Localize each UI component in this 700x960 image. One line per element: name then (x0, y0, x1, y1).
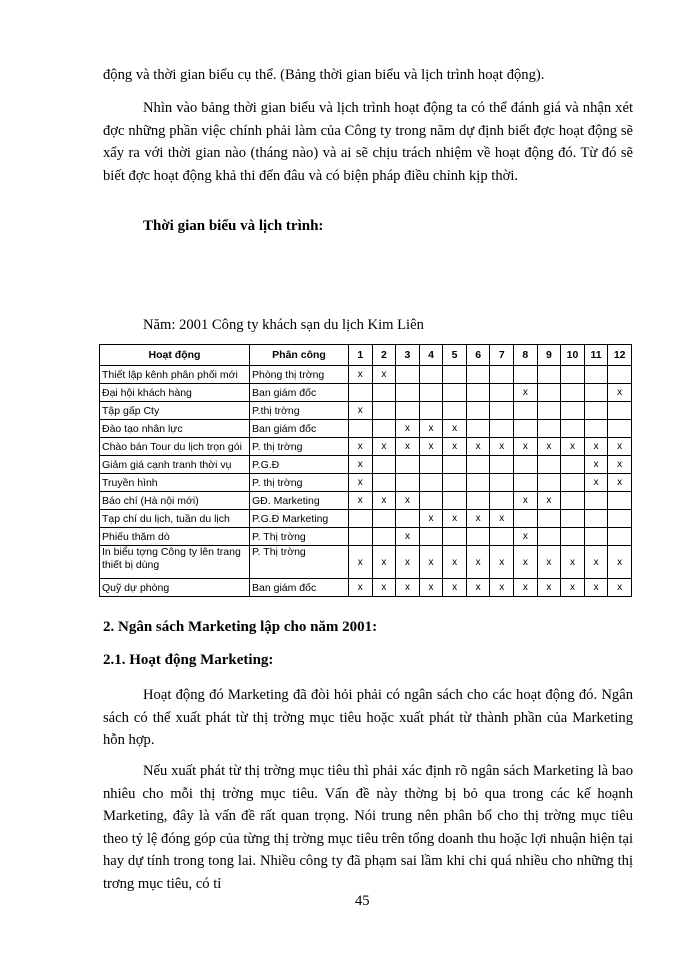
owner-cell: P.G.Đ (250, 456, 349, 474)
month-mark-cell: x (349, 438, 373, 456)
owner-cell: P. Thị trờng (250, 528, 349, 546)
month-mark-cell (490, 402, 514, 420)
month-mark-cell: x (608, 384, 632, 402)
table-header-row (100, 345, 632, 366)
owner-cell: Ban giám đốc (250, 420, 349, 438)
owner-cell: Ban giám đốc (250, 579, 349, 597)
month-mark-cell (584, 510, 608, 528)
month-mark-cell (514, 474, 538, 492)
table-row (100, 474, 632, 492)
month-mark-cell: x (584, 474, 608, 492)
month-mark-cell: x (608, 456, 632, 474)
month-mark-cell (466, 528, 490, 546)
activity-cell: Quỹ dự phòng (100, 579, 250, 597)
month-mark-cell: x (466, 579, 490, 597)
header-month: 5 (443, 345, 467, 366)
header-month: 4 (419, 345, 443, 366)
month-mark-cell (561, 402, 585, 420)
month-mark-cell (584, 420, 608, 438)
table-row (100, 456, 632, 474)
month-mark-cell: x (490, 510, 514, 528)
activity-cell: Tạp chí du lịch, tuần du lịch (100, 510, 250, 528)
table-row (100, 528, 632, 546)
month-mark-cell (396, 510, 420, 528)
activity-cell: Tập gấp Cty (100, 402, 250, 420)
month-mark-cell: x (396, 579, 420, 597)
month-mark-cell (419, 402, 443, 420)
month-mark-cell (561, 384, 585, 402)
month-mark-cell (349, 528, 373, 546)
month-mark-cell (490, 366, 514, 384)
header-activity: Hoạt động (100, 345, 250, 366)
month-mark-cell (561, 366, 585, 384)
month-mark-cell (490, 420, 514, 438)
month-mark-cell (561, 456, 585, 474)
month-mark-cell (537, 474, 561, 492)
table-row (100, 492, 632, 510)
month-mark-cell (466, 492, 490, 510)
month-mark-cell (561, 474, 585, 492)
month-mark-cell: x (443, 420, 467, 438)
month-mark-cell (372, 528, 396, 546)
month-mark-cell: x (372, 546, 396, 579)
header-month: 7 (490, 345, 514, 366)
month-mark-cell (419, 366, 443, 384)
month-mark-cell (396, 384, 420, 402)
activity-cell: Phiếu thăm dò (100, 528, 250, 546)
header-month: 8 (514, 345, 538, 366)
month-mark-cell: x (466, 510, 490, 528)
month-mark-cell: x (537, 438, 561, 456)
month-mark-cell: x (584, 546, 608, 579)
table-row (100, 420, 632, 438)
intro-line: động và thời gian biểu cụ thể. (Bảng thời gian biểu và lịch trình hoạt động). (103, 67, 545, 83)
month-mark-cell: x (349, 402, 373, 420)
month-mark-cell (349, 510, 373, 528)
month-mark-cell: x (537, 579, 561, 597)
month-mark-cell (537, 366, 561, 384)
month-mark-cell (466, 474, 490, 492)
month-mark-cell (584, 492, 608, 510)
month-mark-cell (396, 366, 420, 384)
month-mark-cell (514, 510, 538, 528)
activity-cell: In biểu tợng Công ty lên trang thiết bị dùng (100, 546, 250, 579)
month-mark-cell (537, 420, 561, 438)
header-month: 12 (608, 345, 632, 366)
month-mark-cell: x (396, 546, 420, 579)
month-mark-cell: x (608, 579, 632, 597)
owner-cell: P. thị trờng (250, 438, 349, 456)
month-mark-cell (396, 474, 420, 492)
month-mark-cell (419, 492, 443, 510)
month-mark-cell (443, 402, 467, 420)
month-mark-cell: x (372, 492, 396, 510)
owner-cell: P.thị trờng (250, 402, 349, 420)
budget-heading: 2. Ngân sách Marketing lập cho năm 2001: (103, 619, 378, 635)
month-mark-cell: x (349, 546, 373, 579)
month-mark-cell: x (396, 420, 420, 438)
month-mark-cell (419, 528, 443, 546)
month-mark-cell: x (419, 546, 443, 579)
table-row (100, 510, 632, 528)
activity-cell: Truyền hình (100, 474, 250, 492)
month-mark-cell (608, 492, 632, 510)
month-mark-cell (443, 528, 467, 546)
month-mark-cell (584, 366, 608, 384)
month-mark-cell (396, 402, 420, 420)
month-mark-cell (490, 384, 514, 402)
page-number: 45 (355, 893, 370, 909)
month-mark-cell: x (490, 579, 514, 597)
month-mark-cell (514, 420, 538, 438)
month-mark-cell (514, 402, 538, 420)
activity-cell: Báo chí (Hà nội mới) (100, 492, 250, 510)
month-mark-cell: x (537, 546, 561, 579)
month-mark-cell: x (443, 579, 467, 597)
header-month: 6 (466, 345, 490, 366)
month-mark-cell: x (584, 579, 608, 597)
month-mark-cell (372, 420, 396, 438)
month-mark-cell (608, 510, 632, 528)
month-mark-cell: x (419, 510, 443, 528)
month-mark-cell: x (443, 510, 467, 528)
table-row (100, 438, 632, 456)
month-mark-cell (443, 366, 467, 384)
owner-cell: P.G.Đ Marketing (250, 510, 349, 528)
month-mark-cell (443, 384, 467, 402)
activity-cell: Thiết lập kênh phân phối mới (100, 366, 250, 384)
month-mark-cell (419, 456, 443, 474)
month-mark-cell (490, 456, 514, 474)
table-row (100, 402, 632, 420)
month-mark-cell: x (419, 438, 443, 456)
review-paragraph: Nhìn vào bảng thời gian biểu và lịch trình hoạt động ta có thể đánh giá và nhận xét đợc những phần việc chính phải làm của Công ty trong năm dự định biết đợc hoạt động sẽ xẩy ra với thời gian nào (tháng nào) và ai sẽ chịu trách nhiệm về hoạt động đó. Từ đó sẽ biết đợc hoạt động khả thi đến đâu và có biện pháp điều chỉnh kịp thời. (103, 100, 633, 184)
month-mark-cell (608, 366, 632, 384)
month-mark-cell (466, 456, 490, 474)
table-caption: Năm: 2001 Công ty khách sạn du lịch Kim Liên (143, 317, 424, 333)
month-mark-cell (561, 492, 585, 510)
month-mark-cell: x (561, 438, 585, 456)
month-mark-cell: x (514, 528, 538, 546)
month-mark-cell (537, 384, 561, 402)
month-mark-cell: x (514, 492, 538, 510)
owner-cell: Ban giám đốc (250, 384, 349, 402)
month-mark-cell: x (514, 579, 538, 597)
month-mark-cell (466, 402, 490, 420)
month-mark-cell (608, 420, 632, 438)
month-mark-cell (443, 492, 467, 510)
month-mark-cell (443, 456, 467, 474)
activity-cell: Chào bán Tour du lịch trọn gói (100, 438, 250, 456)
month-mark-cell (372, 402, 396, 420)
month-mark-cell: x (490, 546, 514, 579)
month-mark-cell: x (349, 456, 373, 474)
month-mark-cell: x (349, 579, 373, 597)
owner-cell: Phòng thị trờng (250, 366, 349, 384)
month-mark-cell (490, 474, 514, 492)
month-mark-cell (349, 384, 373, 402)
month-mark-cell (443, 474, 467, 492)
month-mark-cell: x (349, 366, 373, 384)
table-row (100, 579, 632, 597)
month-mark-cell: x (466, 438, 490, 456)
month-mark-cell (584, 528, 608, 546)
month-mark-cell: x (419, 579, 443, 597)
month-mark-cell (608, 528, 632, 546)
month-mark-cell (372, 510, 396, 528)
month-mark-cell: x (608, 474, 632, 492)
table-body (100, 366, 632, 597)
header-month: 1 (349, 345, 373, 366)
month-mark-cell: x (443, 546, 467, 579)
month-mark-cell: x (396, 492, 420, 510)
table-row (100, 384, 632, 402)
month-mark-cell (372, 474, 396, 492)
month-mark-cell (419, 474, 443, 492)
month-mark-cell (584, 402, 608, 420)
header-month: 2 (372, 345, 396, 366)
month-mark-cell: x (490, 438, 514, 456)
schedule-table (99, 344, 632, 597)
month-mark-cell (349, 420, 373, 438)
header-month: 3 (396, 345, 420, 366)
month-mark-cell: x (514, 438, 538, 456)
month-mark-cell: x (372, 579, 396, 597)
month-mark-cell (584, 384, 608, 402)
table-row (100, 546, 632, 579)
month-mark-cell: x (372, 366, 396, 384)
owner-cell: P. thị trờng (250, 474, 349, 492)
month-mark-cell: x (396, 528, 420, 546)
month-mark-cell: x (396, 438, 420, 456)
activity-cell: Đào tạo nhân lực (100, 420, 250, 438)
month-mark-cell (396, 456, 420, 474)
month-mark-cell (537, 510, 561, 528)
month-mark-cell (537, 402, 561, 420)
month-mark-cell (490, 528, 514, 546)
month-mark-cell: x (584, 438, 608, 456)
month-mark-cell (514, 366, 538, 384)
month-mark-cell: x (584, 456, 608, 474)
marketing-activity-heading: 2.1. Hoạt động Marketing: (103, 652, 274, 668)
month-mark-cell (466, 366, 490, 384)
month-mark-cell (608, 402, 632, 420)
month-mark-cell (537, 528, 561, 546)
month-mark-cell: x (561, 579, 585, 597)
month-mark-cell: x (419, 420, 443, 438)
header-month: 9 (537, 345, 561, 366)
month-mark-cell (490, 492, 514, 510)
header-month: 10 (561, 345, 585, 366)
month-mark-cell: x (349, 474, 373, 492)
month-mark-cell (419, 384, 443, 402)
month-mark-cell (537, 456, 561, 474)
month-mark-cell: x (349, 492, 373, 510)
month-mark-cell (561, 420, 585, 438)
month-mark-cell (466, 384, 490, 402)
month-mark-cell (561, 528, 585, 546)
month-mark-cell: x (443, 438, 467, 456)
month-mark-cell: x (608, 438, 632, 456)
target-market-paragraph: Nếu xuất phát từ thị trờng mục tiêu thì phải xác định rõ ngân sách Marketing là bao nhiêu cho mỗi thị trờng mục tiêu. Vấn đề này thờng bị bỏ qua trong các kế hoạnh Marketing, đây là vấn đề rất quan trọng. Nói trung nên phân bổ cho thị trờng mục tiêu theo tỷ lệ đóng góp của từng thị trờng mục tiêu trên tổng doanh thu hoặc lợi nhuận hiện tại hay dự tính trong tong lai. Nhiều công ty đã phạm sai lầm khi chi quá nhiều cho những thị trơng mục tiêu, có tỉ (103, 763, 633, 892)
month-mark-cell: x (514, 546, 538, 579)
schedule-heading: Thời gian biểu và lịch trình: (143, 218, 324, 234)
month-mark-cell: x (561, 546, 585, 579)
month-mark-cell: x (372, 438, 396, 456)
month-mark-cell (372, 384, 396, 402)
owner-cell: GĐ. Marketing (250, 492, 349, 510)
budget-paragraph: Hoạt động đó Marketing đã đòi hỏi phải có ngân sách cho các hoạt động đó. Ngân sách có thể xuất phát từ thị trờng mục tiêu hoặc xuất phát từ thành phần của Marketing hỗn hợp. (103, 687, 633, 748)
month-mark-cell (466, 420, 490, 438)
owner-cell: P. Thị trờng (250, 546, 349, 579)
month-mark-cell: x (466, 546, 490, 579)
header-owner: Phân công (250, 345, 349, 366)
month-mark-cell (372, 456, 396, 474)
activity-cell: Giảm giá cạnh tranh thời vụ (100, 456, 250, 474)
activity-cell: Đại hội khách hàng (100, 384, 250, 402)
header-month: 11 (584, 345, 608, 366)
month-mark-cell: x (514, 384, 538, 402)
table-row (100, 366, 632, 384)
month-mark-cell (514, 456, 538, 474)
month-mark-cell (561, 510, 585, 528)
month-mark-cell: x (537, 492, 561, 510)
month-mark-cell: x (608, 546, 632, 579)
